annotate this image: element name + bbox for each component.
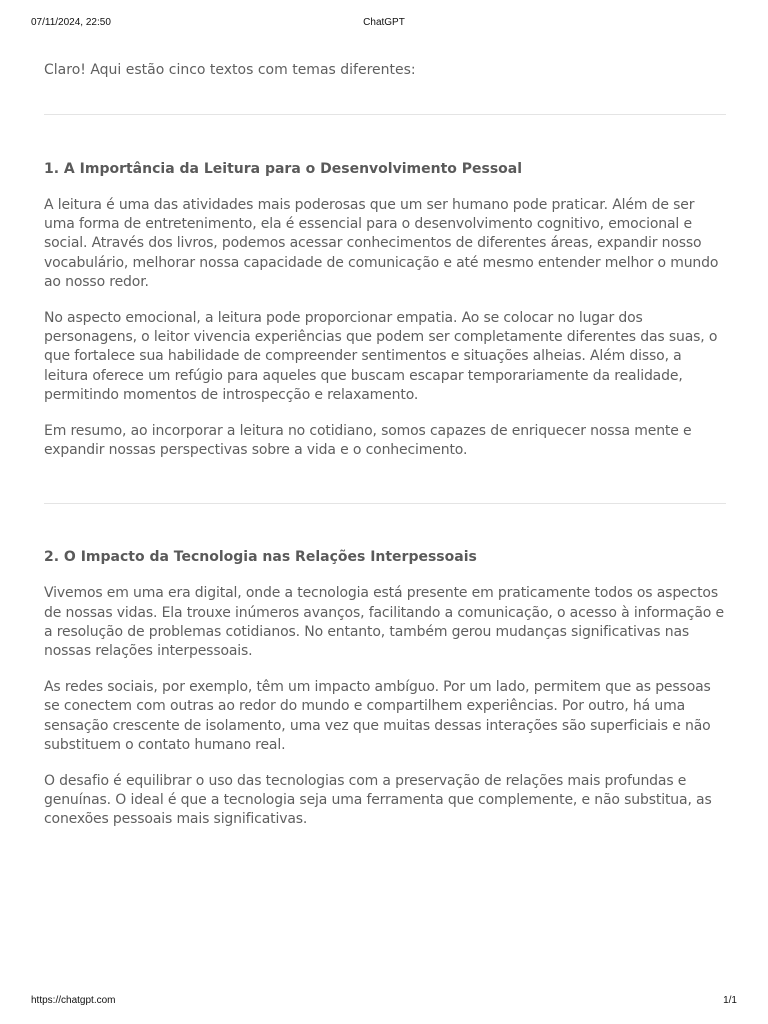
conversation-content	[44, 61, 726, 830]
section-technology	[44, 548, 726, 829]
print-footer	[31, 995, 737, 1009]
print-page-title: ChatGPT	[363, 17, 405, 28]
page-number: 1/1	[723, 995, 737, 1006]
section-reading	[44, 160, 726, 460]
paragraph: Vivemos em uma era digital, onde a tecnologia está presente em praticamente todos os aspectos de nossas vidas. Ela trouxe inúmeros avanços, facilitando a comunicação, o acesso à informação e a resolução de problemas cotidianos. No entanto, também gerou mudanças significativas nas nossas relações interpessoais.	[44, 585, 724, 660]
section-divider	[44, 503, 726, 504]
paragraph: A leitura é uma das atividades mais poderosas que um ser humano pode praticar. Além de ser uma forma de entretenimento, ela é essencial para o desenvolvimento cognitivo, emocional e social. Através dos livros, podemos acessar conhecimentos de diferentes áreas, expandir nosso vocabulário, melhorar nossa capacidade de comunicação e até mesmo entender melhor o mundo ao nosso redor.	[44, 197, 719, 290]
paragraph: No aspecto emocional, a leitura pode proporcionar empatia. Ao se colocar no lugar dos personagens, o leitor vivencia experiências que podem ser completamente diferentes das suas, o que fortalece sua habilidade de compreender sentimentos e situações alheias. Além disso, a leitura oferece um refúgio para aqueles que buscam escapar temporariamente da realidade, permitindo momentos de introspecção e relaxamento.	[44, 310, 718, 403]
section-title: 1. A Importância da Leitura para o Desenvolvimento Pessoal	[44, 161, 523, 177]
print-header	[31, 17, 737, 31]
section-title: 2. O Impacto da Tecnologia nas Relações Interpessoais	[44, 549, 477, 566]
intro-text: Claro! Aqui estão cinco textos com temas diferentes:	[44, 62, 416, 78]
print-datetime: 07/11/2024, 22:50	[31, 17, 111, 28]
paragraph: Em resumo, ao incorporar a leitura no cotidiano, somos capazes de enriquecer nossa mente e expandir nossas perspectivas sobre a vida e o conhecimento.	[44, 423, 692, 459]
paragraph: O desafio é equilibrar o uso das tecnologias com a preservação de relações mais profundas e genuínas. O ideal é que a tecnologia seja uma ferramenta que complemente, e não substitua, as conexões pessoais mais significativas.	[44, 773, 712, 828]
print-url: https://chatgpt.com	[31, 995, 116, 1006]
paragraph: As redes sociais, por exemplo, têm um impacto ambíguo. Por um lado, permitem que as pessoas se conectem com outras ao redor do mundo e compartilhem experiências. Por outro, há uma sensação crescente de isolamento, uma vez que muitas dessas interações são superficiais e não substituem o contato humano real.	[44, 679, 711, 753]
section-divider	[44, 114, 726, 115]
